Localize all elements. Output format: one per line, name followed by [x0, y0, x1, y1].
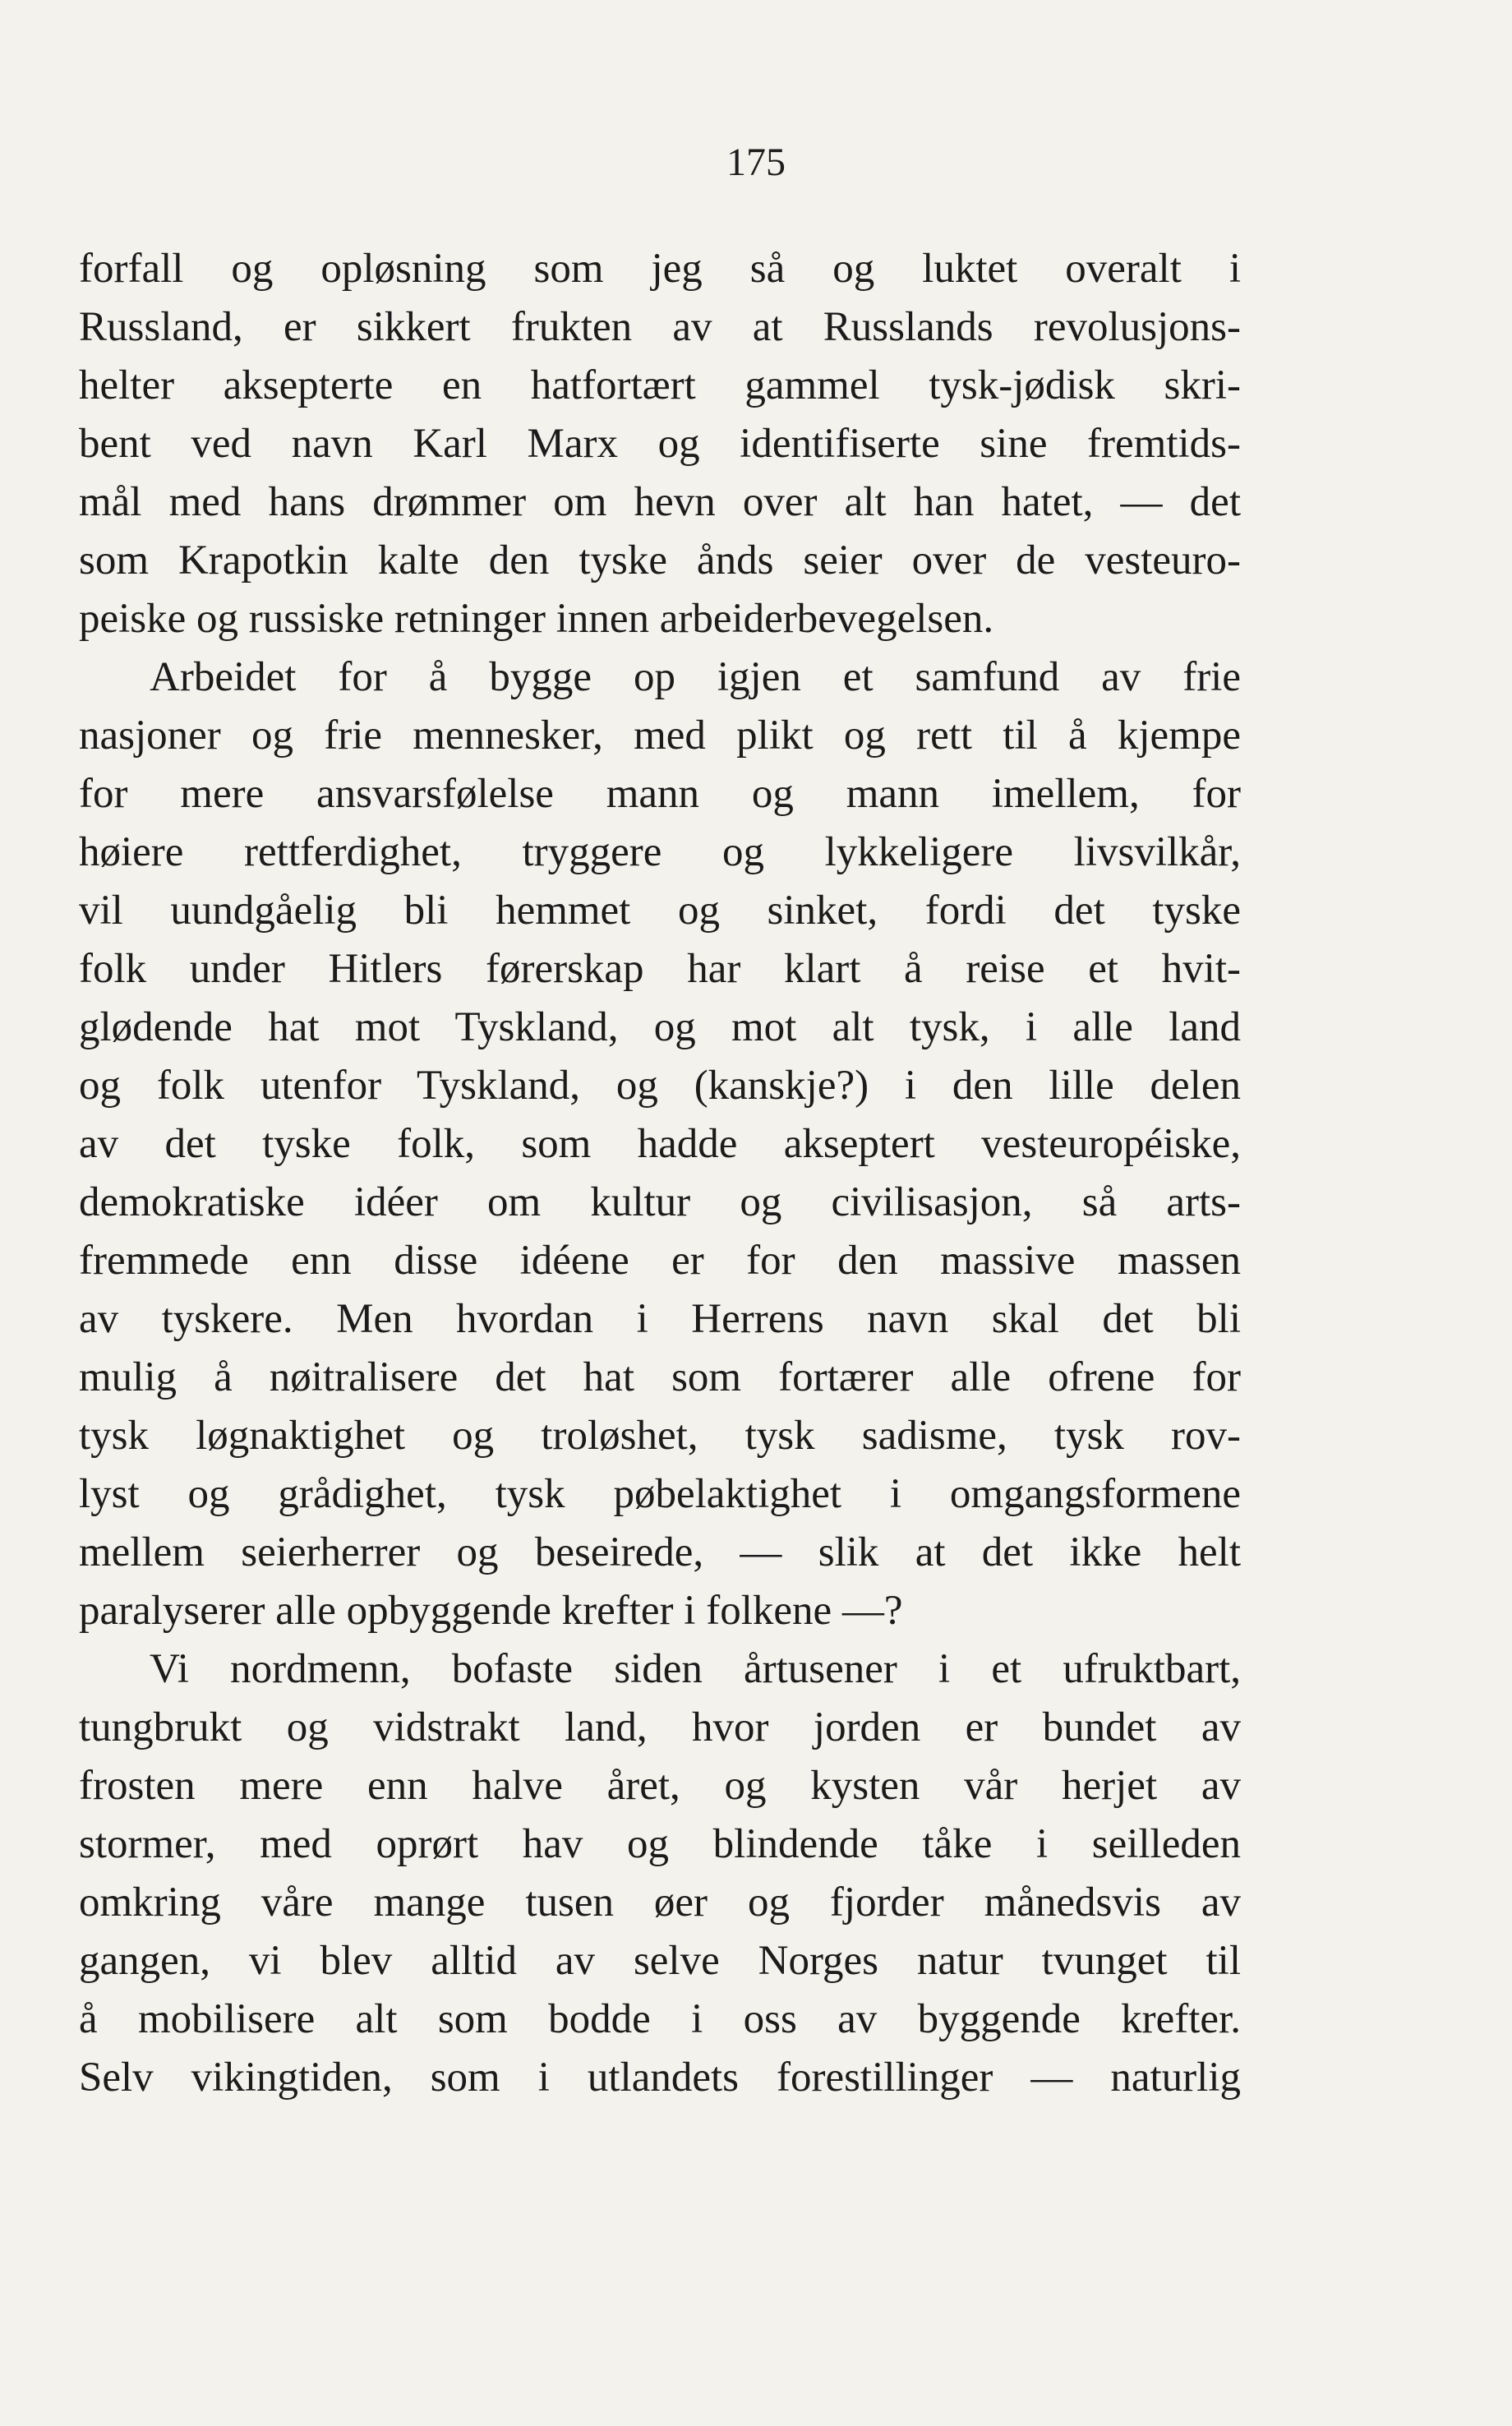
- text-line: mål med hans drømmer om hevn over alt han hatet, — det: [79, 479, 1241, 525]
- text-line: forfall og opløsning som jeg så og luktet overalt i: [79, 246, 1241, 292]
- text-line: mellem seierherrer og beseirede, — slik at det ikke helt: [79, 1529, 1241, 1575]
- text-line: å mobilisere alt som bodde i oss av byggende krefter.: [79, 1996, 1241, 2042]
- text-line: av det tyske folk, som hadde akseptert vesteuropéiske,: [79, 1121, 1241, 1167]
- text-line: paralyserer alle opbyggende krefter i folkene —?: [79, 1588, 903, 1634]
- text-line: som Krapotkin kalte den tyske ånds seier over de vesteuro-: [79, 537, 1241, 583]
- text-line: fremmede enn disse idéene er for den massive massen: [79, 1238, 1241, 1284]
- text-line: lyst og grådighet, tysk pøbelaktighet i omgangsformene: [79, 1471, 1241, 1517]
- text-line: av tyskere. Men hvordan i Herrens navn skal det bli: [79, 1296, 1241, 1342]
- text-line: tysk løgnaktighet og troløshet, tysk sadisme, tysk rov-: [79, 1413, 1241, 1459]
- text-line: Arbeidet for å bygge op igjen et samfund av frie: [150, 654, 1241, 700]
- text-line: Russland, er sikkert frukten av at Russlands revolusjons-: [79, 304, 1241, 350]
- text-line: helter aksepterte en hatfortært gammel tysk-jødisk skri-: [79, 362, 1241, 408]
- text-line: demokratiske idéer om kultur og civilisasjon, så arts-: [79, 1179, 1241, 1225]
- text-line: frosten mere enn halve året, og kysten vår herjet av: [79, 1763, 1241, 1809]
- text-line: glødende hat mot Tyskland, og mot alt tysk, i alle land: [79, 1004, 1241, 1050]
- text-line: stormer, med oprørt hav og blindende tåke i seilleden: [79, 1821, 1241, 1867]
- text-line: Vi nordmenn, bofaste siden årtusener i et ufruktbart,: [150, 1646, 1241, 1692]
- text-line: Selv vikingtiden, som i utlandets forestillinger — naturlig: [79, 2055, 1241, 2101]
- text-line: høiere rettferdighet, tryggere og lykkeligere livsvilkår,: [79, 829, 1241, 875]
- text-line: gangen, vi blev alltid av selve Norges natur tvunget til: [79, 1938, 1241, 1984]
- text-line: nasjoner og frie mennesker, med plikt og rett til å kjempe: [79, 713, 1241, 759]
- text-line: mulig å nøitralisere det hat som fortærer alle ofrene for: [79, 1354, 1241, 1400]
- text-line: og folk utenfor Tyskland, og (kanskje?) i den lille delen: [79, 1063, 1241, 1109]
- text-line: vil uundgåelig bli hemmet og sinket, fordi det tyske: [79, 888, 1241, 934]
- text-line: bent ved navn Karl Marx og identifiserte sine fremtids-: [79, 421, 1241, 467]
- text-line: peiske og russiske retninger innen arbeiderbevegelsen.: [79, 596, 994, 642]
- page-number: 175: [726, 141, 786, 184]
- body-text: [79, 240, 1241, 2107]
- text-line: for mere ansvarsfølelse mann og mann imellem, for: [79, 771, 1241, 817]
- text-line: omkring våre mange tusen øer og fjorder månedsvis av: [79, 1879, 1241, 1926]
- text-line: folk under Hitlers førerskap har klart å reise et hvit-: [79, 946, 1241, 992]
- text-line: tungbrukt og vidstrakt land, hvor jorden er bundet av: [79, 1704, 1241, 1750]
